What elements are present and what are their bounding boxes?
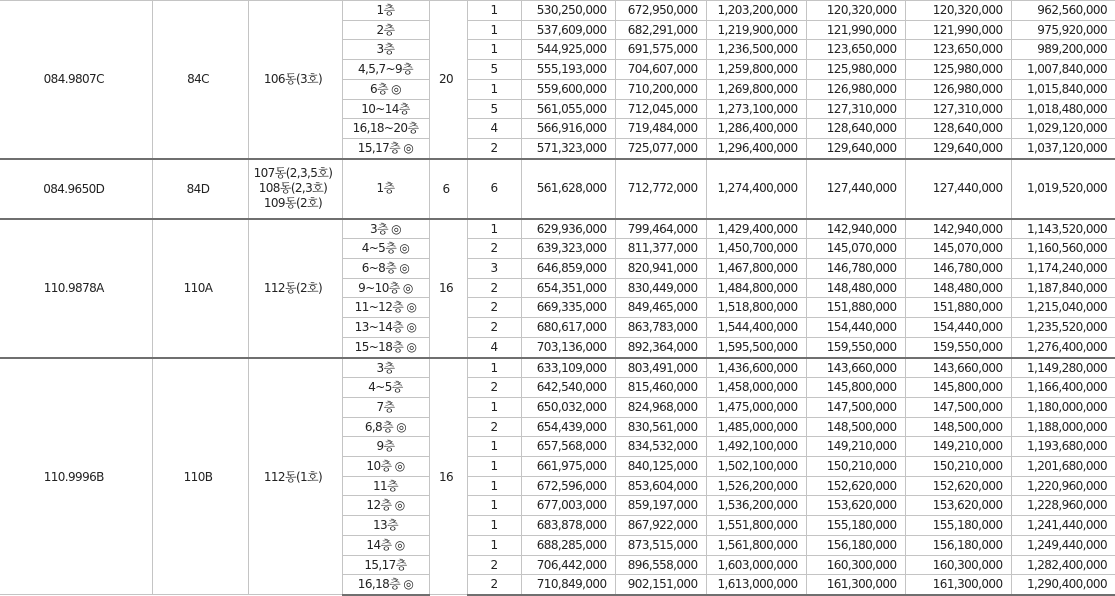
price-col-3: 1,236,500,000 — [706, 40, 806, 60]
price-col-3: 1,484,800,000 — [706, 278, 806, 298]
table-row — [0, 159, 1115, 219]
price-col-6: 1,241,440,000 — [1011, 516, 1115, 536]
price-col-3: 1,492,100,000 — [706, 437, 806, 457]
price-col-2: 704,607,000 — [615, 60, 706, 80]
price-col-4: 148,480,000 — [806, 278, 905, 298]
price-col-5: 154,440,000 — [905, 318, 1011, 338]
price-table-body — [0, 1, 1115, 595]
price-col-5: 153,620,000 — [905, 496, 1011, 516]
count-cell: 1 — [467, 535, 521, 555]
price-col-1: 654,351,000 — [521, 278, 615, 298]
price-col-5: 142,940,000 — [905, 219, 1011, 239]
price-col-4: 147,500,000 — [806, 397, 905, 417]
building-cell — [248, 159, 342, 219]
price-col-2: 712,772,000 — [615, 159, 706, 219]
price-col-3: 1,274,400,000 — [706, 159, 806, 219]
price-col-1: 559,600,000 — [521, 79, 615, 99]
units-cell: 6 — [429, 159, 467, 219]
price-col-5: 152,620,000 — [905, 476, 1011, 496]
type-code-cell: 110.9996B — [0, 358, 152, 595]
floor-cell: 11~12층 ◎ — [342, 298, 429, 318]
building-line: 107동(2,3,5호) — [253, 166, 333, 181]
count-cell: 1 — [467, 358, 521, 378]
price-col-6: 1,143,520,000 — [1011, 219, 1115, 239]
price-col-4: 145,070,000 — [806, 239, 905, 259]
price-col-1: 669,335,000 — [521, 298, 615, 318]
price-col-1: 561,628,000 — [521, 159, 615, 219]
price-col-5: 150,210,000 — [905, 457, 1011, 477]
price-col-5: 128,640,000 — [905, 119, 1011, 139]
price-col-2: 811,377,000 — [615, 239, 706, 259]
count-cell: 2 — [467, 555, 521, 575]
floor-cell: 4,5,7~9층 — [342, 60, 429, 80]
price-col-6: 1,007,840,000 — [1011, 60, 1115, 80]
price-col-6: 1,290,400,000 — [1011, 575, 1115, 595]
type-code-cell: 110.9878A — [0, 219, 152, 358]
price-col-4: 159,550,000 — [806, 337, 905, 357]
units-cell: 20 — [429, 1, 467, 159]
price-col-4: 146,780,000 — [806, 259, 905, 279]
price-col-1: 661,975,000 — [521, 457, 615, 477]
price-col-3: 1,475,000,000 — [706, 397, 806, 417]
building-cell — [248, 1, 342, 159]
count-cell: 4 — [467, 337, 521, 357]
table-row — [0, 358, 1115, 378]
floor-cell: 6층 ◎ — [342, 79, 429, 99]
price-col-3: 1,551,800,000 — [706, 516, 806, 536]
floor-cell: 15~18층 ◎ — [342, 337, 429, 357]
housing-type-cell: 110A — [152, 219, 248, 358]
count-cell: 3 — [467, 259, 521, 279]
count-cell: 2 — [467, 575, 521, 595]
price-col-1: 688,285,000 — [521, 535, 615, 555]
price-col-1: 657,568,000 — [521, 437, 615, 457]
price-col-1: 555,193,000 — [521, 60, 615, 80]
price-col-2: 682,291,000 — [615, 20, 706, 40]
price-col-4: 149,210,000 — [806, 437, 905, 457]
price-col-6: 962,560,000 — [1011, 1, 1115, 21]
type-code-cell: 084.9807C — [0, 1, 152, 159]
price-col-6: 1,282,400,000 — [1011, 555, 1115, 575]
floor-cell: 1층 — [342, 1, 429, 21]
price-col-3: 1,203,200,000 — [706, 1, 806, 21]
count-cell: 6 — [467, 159, 521, 219]
floor-cell: 10층 ◎ — [342, 457, 429, 477]
price-col-3: 1,502,100,000 — [706, 457, 806, 477]
price-col-4: 150,210,000 — [806, 457, 905, 477]
count-cell: 2 — [467, 278, 521, 298]
price-col-1: 544,925,000 — [521, 40, 615, 60]
price-col-1: 571,323,000 — [521, 138, 615, 158]
price-col-5: 125,980,000 — [905, 60, 1011, 80]
price-col-6: 1,018,480,000 — [1011, 99, 1115, 119]
price-col-3: 1,526,200,000 — [706, 476, 806, 496]
price-col-5: 159,550,000 — [905, 337, 1011, 357]
price-col-4: 148,500,000 — [806, 417, 905, 437]
floor-cell: 15,17층 ◎ — [342, 138, 429, 158]
price-col-1: 530,250,000 — [521, 1, 615, 21]
price-col-3: 1,219,900,000 — [706, 20, 806, 40]
price-col-2: 820,941,000 — [615, 259, 706, 279]
price-col-5: 145,800,000 — [905, 378, 1011, 398]
count-cell: 1 — [467, 79, 521, 99]
price-col-1: 680,617,000 — [521, 318, 615, 338]
count-cell: 2 — [467, 239, 521, 259]
price-col-6: 1,180,000,000 — [1011, 397, 1115, 417]
count-cell: 1 — [467, 40, 521, 60]
price-col-3: 1,429,400,000 — [706, 219, 806, 239]
price-col-4: 153,620,000 — [806, 496, 905, 516]
price-col-2: 710,200,000 — [615, 79, 706, 99]
price-col-6: 1,276,400,000 — [1011, 337, 1115, 357]
price-col-4: 156,180,000 — [806, 535, 905, 555]
price-col-3: 1,259,800,000 — [706, 60, 806, 80]
price-col-2: 712,045,000 — [615, 99, 706, 119]
price-col-5: 155,180,000 — [905, 516, 1011, 536]
housing-type-cell: 110B — [152, 358, 248, 595]
price-col-3: 1,561,800,000 — [706, 535, 806, 555]
floor-cell: 6~8층 ◎ — [342, 259, 429, 279]
price-col-3: 1,450,700,000 — [706, 239, 806, 259]
floor-cell: 10~14층 — [342, 99, 429, 119]
price-col-6: 1,188,000,000 — [1011, 417, 1115, 437]
count-cell: 1 — [467, 20, 521, 40]
table-row — [0, 219, 1115, 239]
price-col-1: 633,109,000 — [521, 358, 615, 378]
floor-cell: 1층 — [342, 159, 429, 219]
floor-cell: 14층 ◎ — [342, 535, 429, 555]
price-col-2: 863,783,000 — [615, 318, 706, 338]
floor-cell: 9~10층 ◎ — [342, 278, 429, 298]
price-col-5: 160,300,000 — [905, 555, 1011, 575]
price-col-2: 830,449,000 — [615, 278, 706, 298]
price-col-6: 1,037,120,000 — [1011, 138, 1115, 158]
price-col-5: 149,210,000 — [905, 437, 1011, 457]
price-col-3: 1,613,000,000 — [706, 575, 806, 595]
price-col-6: 1,015,840,000 — [1011, 79, 1115, 99]
building-line: 108동(2,3호) — [258, 181, 328, 196]
building-line: 112동(1호) — [263, 469, 323, 484]
price-col-6: 1,149,280,000 — [1011, 358, 1115, 378]
building-line: 112동(2호) — [263, 281, 323, 296]
price-col-5: 120,320,000 — [905, 1, 1011, 21]
price-col-6: 975,920,000 — [1011, 20, 1115, 40]
price-col-5: 161,300,000 — [905, 575, 1011, 595]
price-col-5: 121,990,000 — [905, 20, 1011, 40]
price-col-5: 123,650,000 — [905, 40, 1011, 60]
price-col-3: 1,595,500,000 — [706, 337, 806, 357]
floor-cell: 13층 — [342, 516, 429, 536]
price-col-1: 706,442,000 — [521, 555, 615, 575]
price-col-2: 896,558,000 — [615, 555, 706, 575]
price-col-5: 147,500,000 — [905, 397, 1011, 417]
count-cell: 4 — [467, 119, 521, 139]
price-col-2: 853,604,000 — [615, 476, 706, 496]
building-cell — [248, 358, 342, 595]
price-col-3: 1,273,100,000 — [706, 99, 806, 119]
price-col-6: 1,201,680,000 — [1011, 457, 1115, 477]
price-col-2: 830,561,000 — [615, 417, 706, 437]
floor-cell: 2층 — [342, 20, 429, 40]
count-cell: 1 — [467, 457, 521, 477]
price-col-1: 703,136,000 — [521, 337, 615, 357]
price-col-5: 151,880,000 — [905, 298, 1011, 318]
price-col-6: 1,029,120,000 — [1011, 119, 1115, 139]
price-col-2: 803,491,000 — [615, 358, 706, 378]
price-col-2: 873,515,000 — [615, 535, 706, 555]
count-cell: 2 — [467, 417, 521, 437]
price-col-4: 125,980,000 — [806, 60, 905, 80]
price-col-5: 146,780,000 — [905, 259, 1011, 279]
price-col-6: 1,235,520,000 — [1011, 318, 1115, 338]
building-line: 109동(2호) — [263, 196, 323, 211]
floor-cell: 7층 — [342, 397, 429, 417]
price-col-2: 849,465,000 — [615, 298, 706, 318]
price-col-4: 126,980,000 — [806, 79, 905, 99]
price-col-4: 127,440,000 — [806, 159, 905, 219]
price-col-4: 127,310,000 — [806, 99, 905, 119]
price-col-1: 561,055,000 — [521, 99, 615, 119]
price-col-2: 867,922,000 — [615, 516, 706, 536]
building-line: 106동(3호) — [263, 72, 323, 87]
price-col-6: 1,187,840,000 — [1011, 278, 1115, 298]
price-col-2: 902,151,000 — [615, 575, 706, 595]
price-col-3: 1,518,800,000 — [706, 298, 806, 318]
count-cell: 1 — [467, 219, 521, 239]
price-col-4: 145,800,000 — [806, 378, 905, 398]
price-col-6: 1,019,520,000 — [1011, 159, 1115, 219]
price-col-4: 160,300,000 — [806, 555, 905, 575]
price-col-1: 639,323,000 — [521, 239, 615, 259]
floor-cell: 12층 ◎ — [342, 496, 429, 516]
count-cell: 1 — [467, 1, 521, 21]
price-col-4: 161,300,000 — [806, 575, 905, 595]
price-col-3: 1,603,000,000 — [706, 555, 806, 575]
price-col-1: 566,916,000 — [521, 119, 615, 139]
price-col-5: 156,180,000 — [905, 535, 1011, 555]
price-col-2: 691,575,000 — [615, 40, 706, 60]
price-col-4: 121,990,000 — [806, 20, 905, 40]
price-col-2: 840,125,000 — [615, 457, 706, 477]
price-col-3: 1,544,400,000 — [706, 318, 806, 338]
price-col-1: 642,540,000 — [521, 378, 615, 398]
count-cell: 5 — [467, 99, 521, 119]
price-col-5: 143,660,000 — [905, 358, 1011, 378]
price-col-5: 148,500,000 — [905, 417, 1011, 437]
price-col-4: 154,440,000 — [806, 318, 905, 338]
price-col-6: 1,193,680,000 — [1011, 437, 1115, 457]
count-cell: 2 — [467, 318, 521, 338]
price-col-1: 654,439,000 — [521, 417, 615, 437]
units-cell: 16 — [429, 358, 467, 595]
floor-cell: 4~5층 ◎ — [342, 239, 429, 259]
price-col-1: 710,849,000 — [521, 575, 615, 595]
price-col-3: 1,485,000,000 — [706, 417, 806, 437]
price-col-2: 892,364,000 — [615, 337, 706, 357]
price-col-5: 148,480,000 — [905, 278, 1011, 298]
floor-cell: 15,17층 — [342, 555, 429, 575]
count-cell: 2 — [467, 138, 521, 158]
floor-cell: 3층 — [342, 40, 429, 60]
price-col-1: 650,032,000 — [521, 397, 615, 417]
price-col-6: 989,200,000 — [1011, 40, 1115, 60]
floor-cell: 13~14층 ◎ — [342, 318, 429, 338]
price-col-5: 127,440,000 — [905, 159, 1011, 219]
count-cell: 1 — [467, 496, 521, 516]
count-cell: 1 — [467, 437, 521, 457]
price-col-3: 1,536,200,000 — [706, 496, 806, 516]
price-col-2: 834,532,000 — [615, 437, 706, 457]
price-col-3: 1,436,600,000 — [706, 358, 806, 378]
count-cell: 2 — [467, 298, 521, 318]
price-col-2: 824,968,000 — [615, 397, 706, 417]
price-col-6: 1,166,400,000 — [1011, 378, 1115, 398]
price-col-2: 725,077,000 — [615, 138, 706, 158]
floor-cell: 3층 — [342, 358, 429, 378]
price-col-3: 1,467,800,000 — [706, 259, 806, 279]
count-cell: 1 — [467, 397, 521, 417]
price-col-1: 629,936,000 — [521, 219, 615, 239]
price-col-2: 859,197,000 — [615, 496, 706, 516]
price-col-4: 142,940,000 — [806, 219, 905, 239]
price-col-4: 152,620,000 — [806, 476, 905, 496]
housing-type-cell: 84C — [152, 1, 248, 159]
floor-cell: 9층 — [342, 437, 429, 457]
floor-cell: 16,18층 ◎ — [342, 575, 429, 595]
count-cell: 1 — [467, 476, 521, 496]
table-row — [0, 1, 1115, 21]
price-col-5: 129,640,000 — [905, 138, 1011, 158]
price-col-2: 799,464,000 — [615, 219, 706, 239]
price-col-4: 151,880,000 — [806, 298, 905, 318]
price-col-1: 683,878,000 — [521, 516, 615, 536]
price-col-6: 1,228,960,000 — [1011, 496, 1115, 516]
price-col-5: 126,980,000 — [905, 79, 1011, 99]
count-cell: 2 — [467, 378, 521, 398]
floor-cell: 16,18~20층 — [342, 119, 429, 139]
count-cell: 1 — [467, 516, 521, 536]
price-col-6: 1,160,560,000 — [1011, 239, 1115, 259]
price-col-4: 129,640,000 — [806, 138, 905, 158]
floor-cell: 6,8층 ◎ — [342, 417, 429, 437]
price-col-3: 1,296,400,000 — [706, 138, 806, 158]
price-col-2: 719,484,000 — [615, 119, 706, 139]
price-col-4: 120,320,000 — [806, 1, 905, 21]
price-col-5: 127,310,000 — [905, 99, 1011, 119]
price-col-2: 815,460,000 — [615, 378, 706, 398]
price-col-3: 1,286,400,000 — [706, 119, 806, 139]
price-col-6: 1,220,960,000 — [1011, 476, 1115, 496]
building-cell — [248, 219, 342, 358]
price-col-1: 646,859,000 — [521, 259, 615, 279]
price-col-6: 1,215,040,000 — [1011, 298, 1115, 318]
price-col-4: 155,180,000 — [806, 516, 905, 536]
price-col-4: 143,660,000 — [806, 358, 905, 378]
floor-cell: 4~5층 — [342, 378, 429, 398]
price-col-1: 537,609,000 — [521, 20, 615, 40]
price-col-3: 1,458,000,000 — [706, 378, 806, 398]
type-code-cell: 084.9650D — [0, 159, 152, 219]
price-col-6: 1,249,440,000 — [1011, 535, 1115, 555]
price-col-4: 123,650,000 — [806, 40, 905, 60]
price-col-4: 128,640,000 — [806, 119, 905, 139]
floor-cell: 11층 — [342, 476, 429, 496]
price-col-2: 672,950,000 — [615, 1, 706, 21]
price-col-3: 1,269,800,000 — [706, 79, 806, 99]
count-cell: 5 — [467, 60, 521, 80]
units-cell: 16 — [429, 219, 467, 358]
price-col-1: 677,003,000 — [521, 496, 615, 516]
floor-cell: 3층 ◎ — [342, 219, 429, 239]
price-col-1: 672,596,000 — [521, 476, 615, 496]
housing-type-cell: 84D — [152, 159, 248, 219]
price-col-5: 145,070,000 — [905, 239, 1011, 259]
price-col-6: 1,174,240,000 — [1011, 259, 1115, 279]
